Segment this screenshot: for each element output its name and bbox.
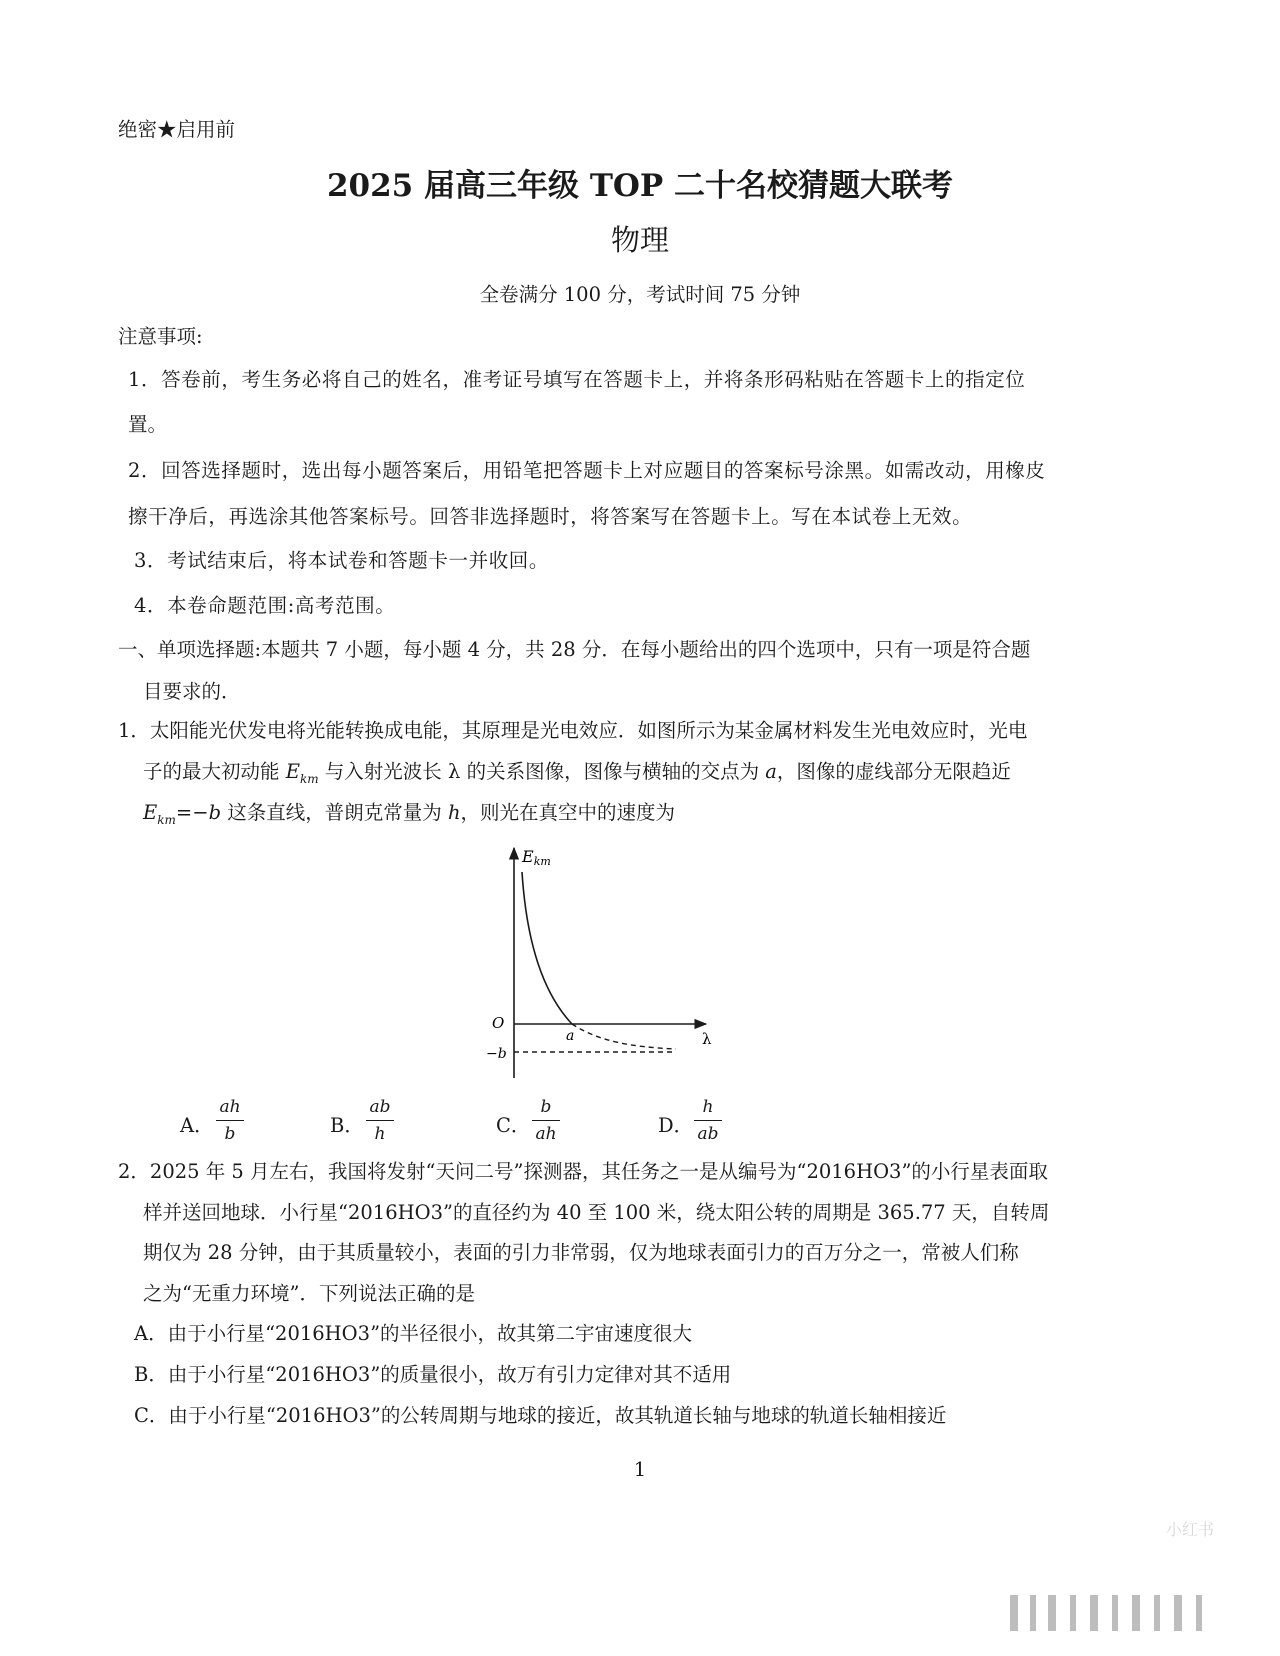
watermark: 小红书: [1165, 1520, 1214, 1539]
q1-line3: $E_{km}=-b$ 这条直线，普朗克常量为 h，则光在真空中的速度为: [143, 801, 676, 827]
scan-artifact: [1154, 1595, 1160, 1631]
option-c-letter: C．: [496, 1114, 531, 1137]
scan-artifact: [1048, 1595, 1056, 1631]
q1-line1: 1．太阳能光伏发电将光能转换成电能，其原理是光电效应．如图所示为某金属材料发生光电效应时，光电: [118, 719, 1028, 742]
option-b-letter: B．: [330, 1114, 364, 1137]
scan-artifact: [1174, 1595, 1182, 1631]
exam-title: 2025 届高三年级 TOP 二十名校猜题大联考: [326, 168, 954, 204]
scan-artifact: [1112, 1595, 1118, 1631]
subject-title: 物理: [610, 223, 669, 257]
q2-option-a: A．由于小行星“2016HO3”的半径很小，故其第二宇宙速度很大: [134, 1322, 693, 1345]
note-item: 擦干净后，再选涂其他答案标号。回答非选择题时，将答案写在答题卡上。写在本试卷上无效。: [128, 505, 973, 528]
note-item: 3．考试结束后，将本试卷和答题卡一并收回。: [134, 549, 550, 572]
photoelectric-graph: [480, 840, 740, 1090]
scan-artifact: [1196, 1595, 1202, 1631]
q2-line: 期仅为 28 分钟，由于其质量较小，表面的引力非常弱，仅为地球表面引力的百万分之一，常被人们称: [143, 1241, 1019, 1264]
option-d-letter: D．: [658, 1114, 694, 1137]
section-heading: 一、单项选择题:本题共 7 小题，每小题 4 分，共 28 分．在每小题给出的四个选项中，只有一项是符合题: [118, 638, 1031, 661]
score-info: 全卷满分 100 分，考试时间 75 分钟: [479, 283, 801, 306]
q1-line2: 子的最大初动能 $E_{km}$ 与入射光波长 λ 的关系图像，图像与横轴的交点为 a，图像的虚线部分无限趋近: [143, 760, 1011, 786]
option-a-letter: A．: [180, 1114, 214, 1137]
curve-solid: [522, 872, 572, 1024]
origin-label: O: [492, 1014, 505, 1032]
note-item: 2．回答选择题时，选出每小题答案后，用铅笔把答题卡上对应题目的答案标号涂黑。如需改动，用橡皮: [128, 459, 1046, 482]
option-d-fraction: h ab: [694, 1096, 722, 1145]
q2-line: 样并送回地球．小行星“2016HO3”的直径约为 40 至 100 米，绕太阳公转的周期是 365.77 天，自转周: [143, 1201, 1050, 1224]
note-item: 置。: [128, 413, 168, 436]
scan-artifact: [1010, 1595, 1018, 1631]
page-number: 1: [633, 1458, 647, 1481]
note-item: 1．答卷前，考生务必将自己的姓名，准考证号填写在答题卡上，并将条形码粘贴在答题卡上的指定位: [128, 368, 1026, 391]
scan-artifact: [1030, 1595, 1036, 1631]
q2-option-c: C．由于小行星“2016HO3”的公转周期与地球的接近，故其轨道长轴与地球的轨道长轴相接近: [134, 1404, 947, 1427]
option-c-fraction: b ah: [532, 1096, 560, 1145]
option-b-fraction: ab h: [366, 1096, 394, 1145]
q2-line: 2．2025 年 5 月左右，我国将发射“天问二号”探测器，其任务之一是从编号为“2016HO3”的小行星表面取: [118, 1160, 1048, 1183]
notes-heading: 注意事项:: [118, 325, 203, 348]
secret-mark: 绝密★启用前: [118, 118, 236, 141]
q2-option-b: B．由于小行星“2016HO3”的质量很小，故万有引力定律对其不适用: [134, 1363, 732, 1386]
q2-line: 之为“无重力环境”．下列说法正确的是: [143, 1282, 475, 1305]
y-axis-label: Ekm: [522, 847, 551, 868]
scan-artifact: [1132, 1595, 1140, 1631]
curve-dashed: [572, 1024, 676, 1049]
scan-artifact: [1090, 1595, 1098, 1631]
scan-artifact: [1070, 1595, 1076, 1631]
section-heading-cont: 目要求的．: [143, 680, 241, 703]
x-axis-label: λ: [702, 1030, 712, 1048]
asymptote-label: −b: [486, 1046, 507, 1062]
note-item: 4．本卷命题范围:高考范围。: [134, 594, 396, 617]
option-a-fraction: ah b: [216, 1096, 244, 1145]
intercept-label: a: [566, 1028, 575, 1044]
